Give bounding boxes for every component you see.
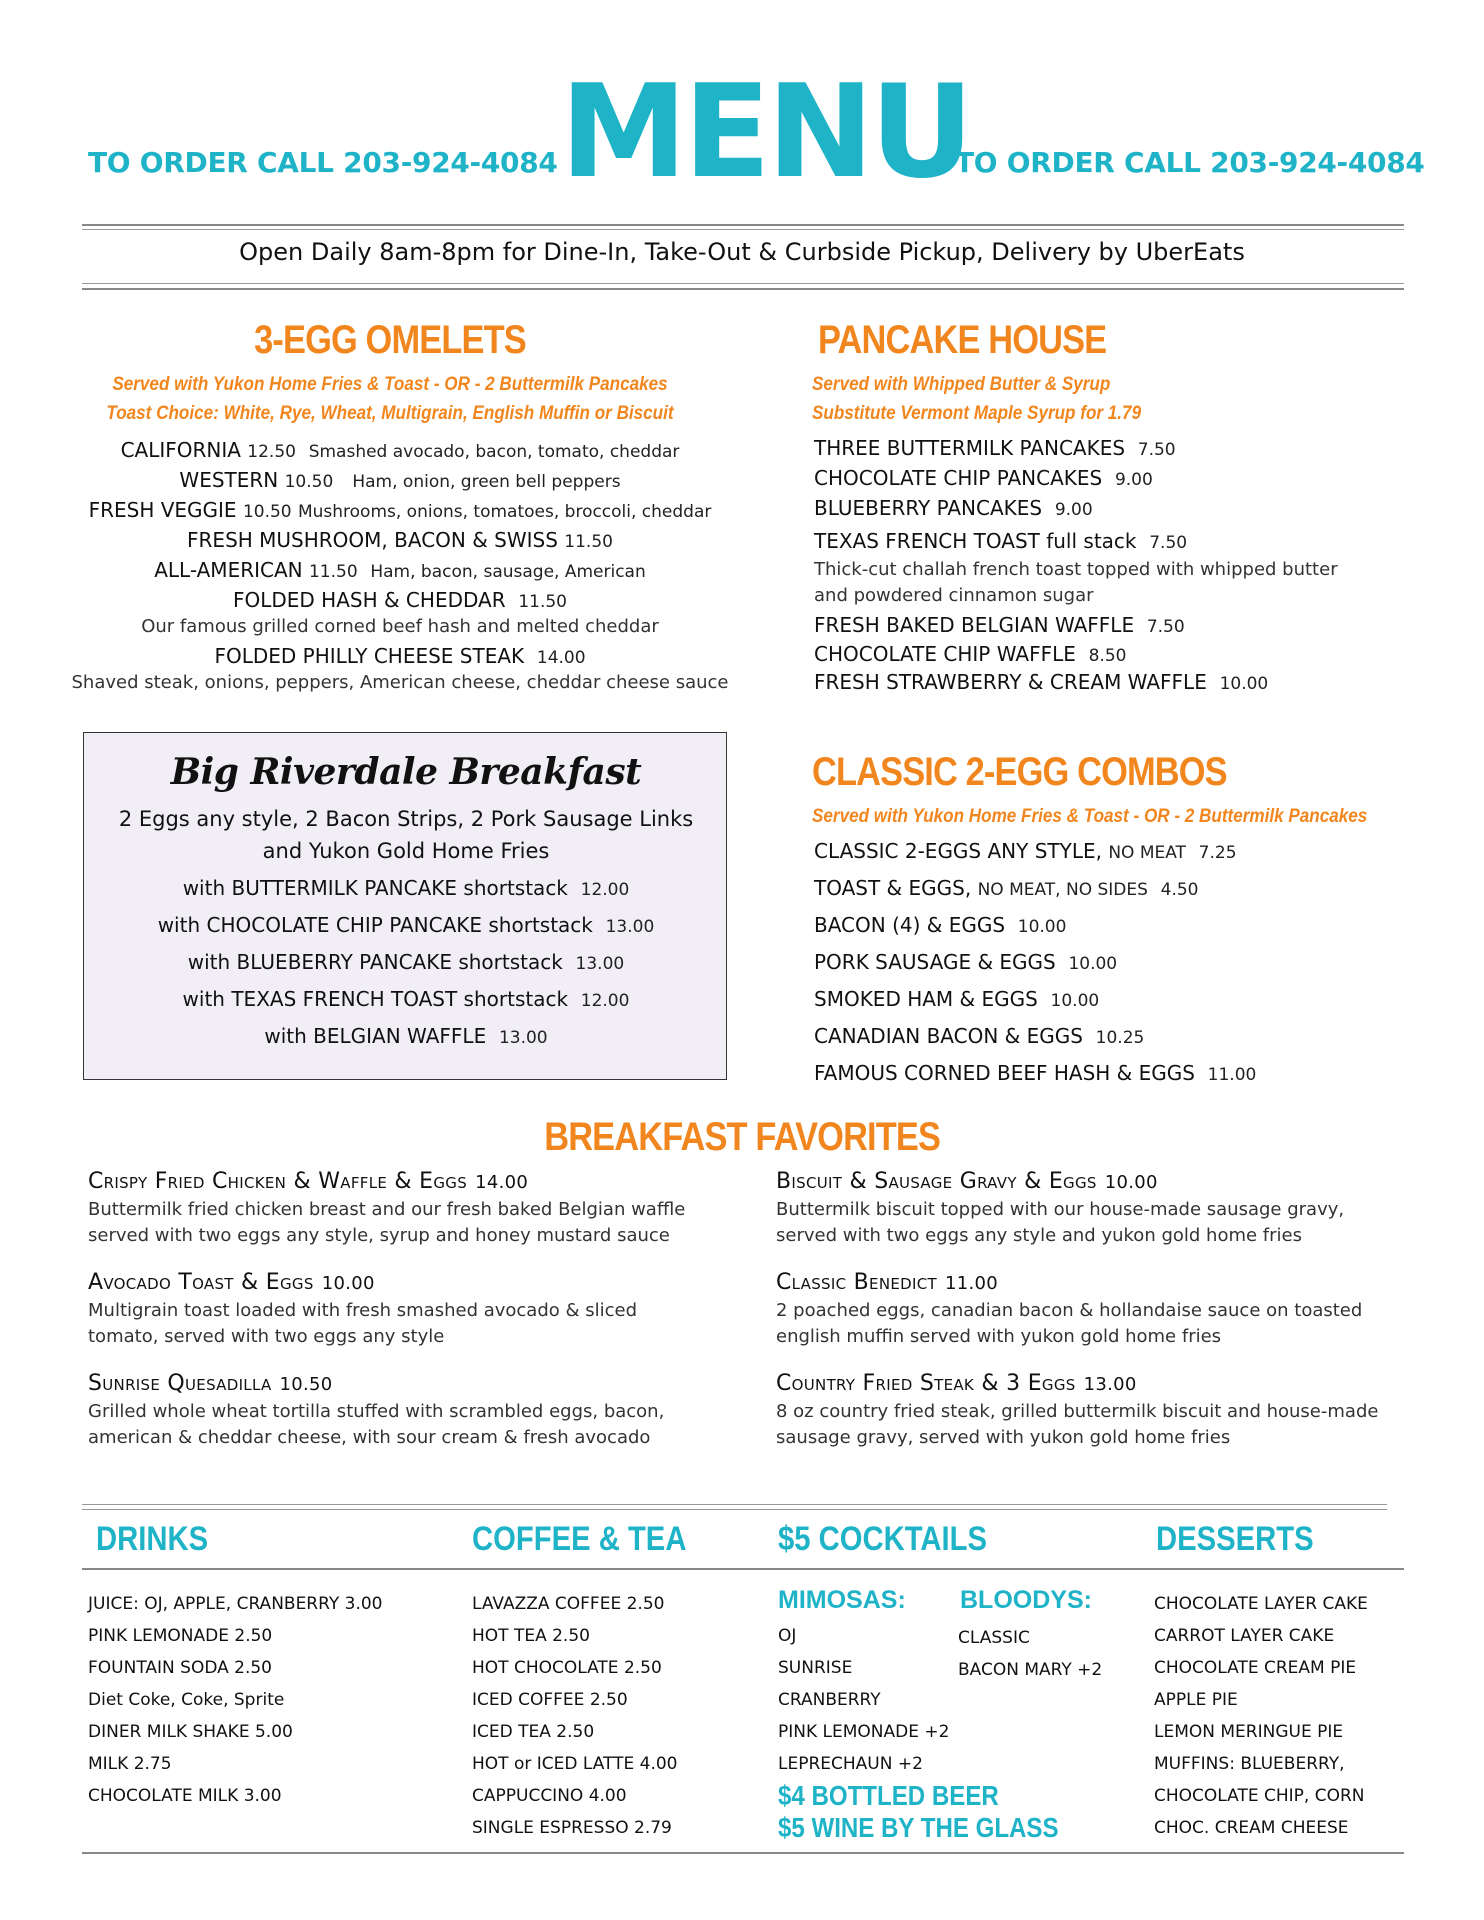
list-item: HOT TEA 2.50 [472,1626,590,1646]
order-phone-left: TO ORDER CALL 203-924-4084 [88,146,558,179]
list-item: Diet Coke, Coke, Sprite [88,1690,285,1710]
list-item: FRESH STRAWBERRY & CREAM WAFFLE 10.00 [814,670,1269,694]
list-item: ICED COFFEE 2.50 [472,1690,628,1710]
item-description: Buttermilk biscuit topped with our house-made sausage gravy, [776,1199,1345,1220]
list-item: CALIFORNIA 12.50 Smashed avocado, bacon, tomato, cheddar [120,438,680,462]
omelets-section [40,318,740,362]
omelets-sub2: Toast Choice: White, Rye, Wheat, Multigrain, English Muffin or Biscuit [106,403,674,424]
item-description: tomato, served with two eggs any style [88,1326,445,1347]
item-description: served with two eggs any style, syrup and honey mustard sauce [88,1225,670,1246]
list-item: HOT CHOCOLATE 2.50 [472,1658,662,1678]
list-item: with BELGIAN WAFFLE 13.00 [264,1024,548,1048]
wine-heading: $5 WINE BY THE GLASS [778,1812,1059,1843]
list-item: CHOCOLATE CREAM PIE [1154,1658,1357,1678]
section-title: DESSERTS [1156,1520,1314,1558]
list-item: LEMON MERINGUE PIE [1154,1722,1344,1742]
list-item: FRESH MUSHROOM, BACON & SWISS 11.50 [187,528,613,552]
favorites-title-wrap [0,1115,1484,1159]
bloodys-heading: BLOODYS: [960,1586,1092,1614]
list-item: with CHOCOLATE CHIP PANCAKE shortstack 13.00 [157,913,655,937]
item-description: 8 oz country fried steak, grilled buttermilk biscuit and house-made [776,1401,1379,1422]
list-item: CARROT LAYER CAKE [1154,1626,1335,1646]
list-item: BACON MARY +2 [958,1660,1103,1680]
section-title: CLASSIC 2-EGG COMBOS [812,750,1227,794]
section-title: 3-EGG OMELETS [254,318,526,362]
pancakes-list [814,434,1338,697]
mimosas-list [778,1620,949,1780]
list-item: DINER MILK SHAKE 5.00 [88,1722,293,1742]
list-item: with BLUEBERRY PANCAKE shortstack 13.00 [187,950,625,974]
list-item: CANADIAN BACON & EGGS 10.25 [814,1024,1145,1048]
list-item: WESTERN 10.50 Ham, onion, green bell peppers [179,468,621,492]
list-item: BLUEBERRY PANCAKES 9.00 [814,496,1093,520]
big-breakfast-line1: 2 Eggs any style, 2 Bacon Strips, 2 Pork Sausage Links [118,807,694,831]
item-description: 2 poached eggs, canadian bacon & hollandaise sauce on toasted [776,1300,1363,1321]
list-item: TEXAS FRENCH TOAST full stack 7.50 [814,529,1188,553]
list-item: FOUNTAIN SODA 2.50 [88,1658,272,1678]
favorite-item-name: Avocado Toast & Eggs 10.00 [88,1270,375,1295]
item-description: Thick-cut challah french toast topped with whipped butter [814,559,1338,580]
omelets-sub1: Served with Yukon Home Fries & Toast - OR - 2 Buttermilk Pancakes [112,374,668,395]
omelets-subtitle [40,370,740,428]
favorites-right [776,1168,1378,1451]
pancakes-subtitle [812,370,1178,428]
list-item: PORK SAUSAGE & EGGS 10.00 [814,950,1118,974]
hours-text: Open Daily 8am-8pm for Dine-In, Take-Out & Curbside Pickup, Delivery by UberEats [239,238,1245,266]
list-item: SUNRISE [778,1658,853,1678]
list-item: MUFFINS: BLUEBERRY, [1154,1754,1345,1774]
item-description: Multigrain toast loaded with fresh smashed avocado & sliced [88,1300,638,1321]
list-item: MILK 2.75 [88,1754,172,1774]
big-breakfast-line2: and Yukon Gold Home Fries [262,839,550,863]
item-description: and powdered cinnamon sugar [814,585,1094,606]
list-item: CLASSIC [958,1628,1030,1648]
divider [82,283,1404,284]
list-item: JUICE: OJ, APPLE, CRANBERRY 3.00 [88,1594,383,1614]
list-item: CHOCOLATE CHIP PANCAKES 9.00 [814,466,1153,490]
omelets-list [40,436,760,694]
list-item: CHOCOLATE CHIP, CORN [1154,1786,1365,1806]
pancakes-sub2: Substitute Vermont Maple Syrup for 1.79 [812,403,1142,424]
favorite-item-name: Country Fried Steak & 3 Eggs 13.00 [776,1371,1137,1396]
list-item: SMOKED HAM & EGGS 10.00 [814,987,1100,1011]
favorites-left [88,1168,685,1451]
section-title: DRINKS [96,1520,209,1558]
item-description: english muffin served with yukon gold home fries [776,1326,1222,1347]
section-title: $5 COCKTAILS [778,1520,988,1558]
list-item: FRESH BAKED BELGIAN WAFFLE 7.50 [814,613,1185,637]
big-breakfast-title: Big Riverdale Breakfast [170,751,642,793]
list-item: APPLE PIE [1154,1690,1238,1710]
divider [82,224,1404,226]
divider [82,1568,1404,1570]
list-item: CHOCOLATE CHIP WAFFLE 8.50 [814,642,1127,666]
section-title: COFFEE & TEA [472,1520,687,1558]
section-title: PANCAKE HOUSE [818,318,1107,362]
list-item: CHOC. CREAM CHEESE [1154,1818,1349,1838]
list-item: CAPPUCCINO 4.00 [472,1786,627,1806]
divider [82,1504,1387,1505]
desserts-list [1154,1588,1368,1844]
favorite-item-name: Biscuit & Sausage Gravy & Eggs 10.00 [776,1169,1158,1194]
list-item: PINK LEMONADE 2.50 [88,1626,273,1646]
combos-list [814,834,1256,1093]
list-item: THREE BUTTERMILK PANCAKES 7.50 [814,436,1176,460]
beer-heading: $4 BOTTLED BEER [778,1780,999,1811]
list-item: BACON (4) & EGGS 10.00 [814,913,1067,937]
list-item: with TEXAS FRENCH TOAST shortstack 12.00 [182,987,630,1011]
list-item: CLASSIC 2-EGGS ANY STYLE, NO MEAT 7.25 [814,839,1237,863]
favorite-item-name: Classic Benedict 11.00 [776,1270,998,1295]
list-item: LEPRECHAUN +2 [778,1754,923,1774]
item-description: sausage gravy, served with yukon gold home fries [776,1427,1231,1448]
list-item: CHOCOLATE LAYER CAKE [1154,1594,1368,1614]
divider [82,1852,1404,1854]
page-title: MENU [560,58,970,207]
item-description: Shaved steak, onions, peppers, American cheese, cheddar cheese sauce [71,672,729,693]
divider [82,229,1404,230]
favorite-item-name: Sunrise Quesadilla 10.50 [88,1371,333,1396]
list-item: FOLDED HASH & CHEDDAR 11.50 [232,588,567,612]
list-item: CHOCOLATE MILK 3.00 [88,1786,282,1806]
order-phone-right: TO ORDER CALL 203-924-4084 [955,146,1425,179]
list-item: PINK LEMONADE +2 [778,1722,950,1742]
list-item: CRANBERRY [778,1690,881,1710]
item-description: Grilled whole wheat tortilla stuffed with scrambled eggs, bacon, [88,1401,665,1422]
item-description: Buttermilk fried chicken breast and our fresh baked Belgian waffle [88,1199,686,1220]
list-item: FOLDED PHILLY CHEESE STEAK 14.00 [214,644,586,668]
item-description: served with two eggs any style and yukon gold home fries [776,1225,1302,1246]
list-item: HOT or ICED LATTE 4.00 [472,1754,678,1774]
item-description: american & cheddar cheese, with sour cream & fresh avocado [88,1427,651,1448]
list-item: FRESH VEGGIE 10.50 Mushrooms, onions, tomatoes, broccoli, cheddar [88,498,712,522]
big-breakfast-box [83,732,727,1080]
section-title: BREAKFAST FAVORITES [544,1115,940,1159]
list-item: SINGLE ESPRESSO 2.79 [472,1818,672,1838]
divider [82,288,1404,290]
favorite-item-name: Crispy Fried Chicken & Waffle & Eggs 14.00 [88,1169,529,1194]
mimosas-heading: MIMOSAS: [778,1586,906,1614]
list-item: LAVAZZA COFFEE 2.50 [472,1594,665,1614]
pancakes-sub1: Served with Whipped Butter & Syrup [812,374,1111,395]
list-item: TOAST & EGGS, NO MEAT, NO SIDES 4.50 [814,876,1199,900]
coffee-list [472,1588,678,1844]
list-item: with BUTTERMILK PANCAKE shortstack 12.00 [182,876,630,900]
divider [82,1509,1387,1510]
list-item: ICED TEA 2.50 [472,1722,595,1742]
drinks-list [88,1588,383,1812]
list-item: FAMOUS CORNED BEEF HASH & EGGS 11.00 [814,1061,1257,1085]
list-item: ALL-AMERICAN 11.50 Ham, bacon, sausage, American [154,558,646,582]
combos-subtitle: Served with Yukon Home Fries & Toast - OR - 2 Buttermilk Pancakes [812,806,1368,827]
item-description: Our famous grilled corned beef hash and melted cheddar [141,616,659,637]
list-item: OJ [778,1626,797,1646]
bloodys-list [958,1622,1102,1686]
